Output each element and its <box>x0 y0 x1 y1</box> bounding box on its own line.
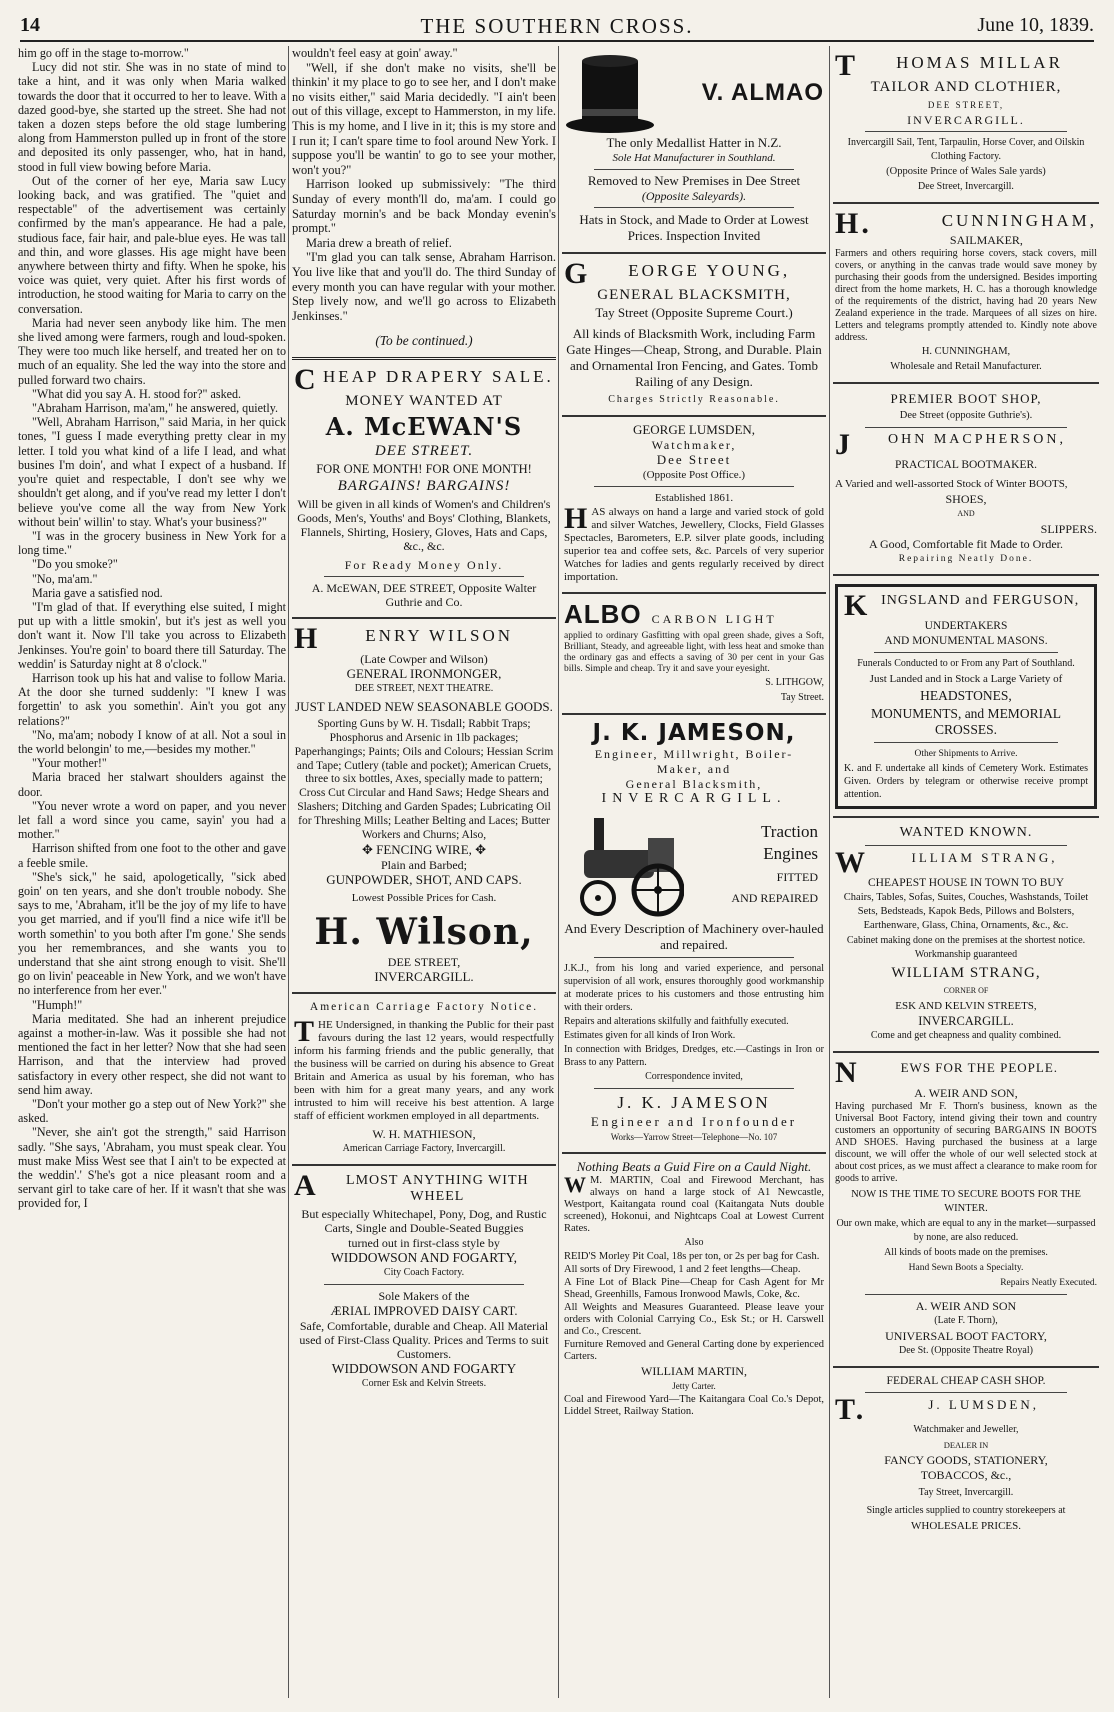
ad-body: applied to ordinary Gasfitting with opal green shade, gives a Soft, Brilliant, Steady, and agreeable light, with less heat and smoke than the ordinary gas and effects a saving of 30 per cent in your Gas bills. Simple and cheap. Try it and save your eyesight. <box>564 631 824 674</box>
ad-line: GENERAL BLACKSMITH, <box>597 287 791 303</box>
ad-line: ÆRIAL IMPROVED DAISY CART. <box>330 1304 518 1319</box>
ad-line: Other Shipments to Arrive. <box>914 749 1018 759</box>
story-paragraph: Maria drew a breath of relief. <box>306 235 452 250</box>
ad-line: PREMIER BOOT SHOP, <box>890 391 1042 406</box>
ad-name: J. K. JAMESON, <box>592 720 796 746</box>
ad-line: SAILMAKER, <box>949 233 1023 247</box>
ad-line: ✥ FENCING WIRE, ✥ <box>361 842 487 858</box>
story-paragraph: "Your mother!" <box>32 756 107 771</box>
ad-body: J.K.J., from his long and varied experience, and personal supervision of all work, ensures thoroughly good workmanship at moderate prices to his customers and those entrusting him with their orders. <box>564 963 824 1013</box>
ad-body: HE Undersigned, in thanking the Public for their past favours during the last 12 years, would respectfully inform his farming friends and the public generally, that the business will be carried on during his absence to Great Britain and America as usual by his foreman, who has been with him for a great many years, and any work intrusted to him will receive his best attention. A large staff of efficient workmen employed in all departments. <box>294 1019 554 1123</box>
ad-line: Engineer and Ironfounder <box>590 1114 798 1129</box>
ad-name: WIDDOWSON AND FOGARTY <box>331 1361 517 1377</box>
story-paragraph: "No, ma'am; nobody I know of at all. Not a soul in the world belongin' to me,—besides my mother." <box>18 727 286 756</box>
ad-line: INVERCARGILL. <box>601 791 787 806</box>
ad-line: DEE STREET, <box>387 955 461 970</box>
top-hat-icon <box>564 51 656 135</box>
ad-line: FOR ONE MONTH! FOR ONE MONTH! <box>316 462 532 477</box>
ad-line: Watchmaker, <box>651 438 737 452</box>
story-paragraph: "I was in the grocery business in New York for a long time." <box>18 528 286 558</box>
ad-name: V. ALMAO <box>701 79 824 106</box>
ad-line: Traction <box>761 822 818 841</box>
ad-line: Jetty Carter. <box>672 1381 716 1391</box>
ad-line: Dee Street (opposite Guthrie's). <box>899 410 1033 421</box>
ad-name: A. WEIR AND SON, <box>914 1086 1018 1100</box>
ad-widdowson <box>292 1166 556 1399</box>
ad-line: CORNER OF <box>943 986 989 995</box>
story-paragraph: Harrison shifted from one foot to the other and gave a feeble smile. <box>18 841 286 870</box>
ad-line: Plain and Barbed; <box>381 858 467 873</box>
story-paragraph: "Never, she ain't got the strength," said Harrison sadly. "She says, 'Abraham, you must speak clear. You must make Miss West see that I ain't to be expected at the weddin'.' S'he's got a nice pleasant room and a servant girl to take care of her. If it wasn't that she was provided for, I <box>18 1125 286 1211</box>
column-rule <box>558 46 559 1698</box>
story-paragraph: Maria had never seen anybody like him. The men she lived among were farmers, rough and loud-spoken. They were too much like herself, and treated her on to much of an equality. She led the way into the store and pulled forward two chairs. <box>18 315 286 387</box>
drop-cap: W <box>835 846 868 879</box>
ad-line: Single articles supplied to country storekeepers at <box>866 1505 1066 1516</box>
ad-line: Dee Street <box>656 452 732 467</box>
ad-body: All kinds of boots made on the premises. <box>884 1247 1048 1258</box>
ad-jameson <box>562 715 826 1154</box>
ad-line: Hand Sewn Boots a Specialty. <box>908 1263 1024 1273</box>
ad-body: Coal and Firewood Yard—The Kaitangara Coal Co.'s Depot, Liddel Street, Railway Station. <box>564 1394 824 1417</box>
ad-heading: CUNNINGHAM, <box>941 211 1097 230</box>
ad-line: CHEAPEST HOUSE IN TOWN TO BUY <box>867 877 1065 889</box>
story-paragraph: him go off in the stage to-morrow." <box>18 46 189 60</box>
ad-heading: American Carriage Factory Notice. <box>309 1001 539 1014</box>
ad-line: Tay Street. <box>780 692 824 703</box>
ad-line: Funerals Conducted to or From any Part of Southland. <box>857 658 1075 669</box>
drop-cap: C <box>294 363 319 397</box>
ad-body: A Varied and well-assorted Stock of Winter BOOTS, <box>835 478 1068 490</box>
ad-body: Correspondence invited, <box>645 1071 743 1082</box>
story-paragraph: "What did you say A. H. stood for?" asked. <box>32 386 242 401</box>
ad-line: SHOES, <box>945 492 987 506</box>
story-paragraph: Harrison took up his hat and valise to follow Maria. At the door she turned suddenly: "I knew I was forgettin' to ask you somethin'. Ain't you got any relations?" <box>18 670 286 728</box>
ad-name: H. Wilson, <box>314 911 534 954</box>
issue-date: June 10, 1839. <box>977 14 1094 36</box>
ad-signature: A. McEWAN, DEE STREET, Opposite Walter Guthrie and Co. <box>311 581 537 610</box>
ad-william-strang <box>833 818 1099 1053</box>
ad-line: UNDERTAKERS <box>924 620 1008 632</box>
ad-body: Invercargill Sail, Tent, Tarpaulin, Horse Cover, and Oilskin Clothing Factory. <box>847 137 1085 162</box>
ornament-icon: ✥ <box>361 842 377 858</box>
ad-body: M. MARTIN, Coal and Firewood Merchant, has always on hand a large stock of A1 Newcastle, Westport, Kaitangata round coal (Kaitangata Nuts double screened), Hokonui, and Nightcaps Coal at Lowest Current Rates. <box>564 1175 824 1234</box>
ad-line: Engineer, Millwright, Boiler- <box>594 747 794 761</box>
ad-line: Works—Yarrow Street—Telephone—No. 107 <box>610 1132 778 1142</box>
ad-line: PRACTICAL BOOTMAKER. <box>894 459 1038 471</box>
story-paragraph: wouldn't feel easy at goin' away." <box>292 46 458 60</box>
ad-line: WHOLESALE PRICES. <box>911 1520 1021 1532</box>
ad-george-lumsden <box>562 417 826 594</box>
ad-line: For Ready Money Only. <box>344 558 504 573</box>
story-paragraph: "No, ma'am." <box>32 571 98 586</box>
ad-tag: CARBON LIGHT <box>651 612 777 626</box>
ornament-icon: ✥ <box>471 842 487 858</box>
ad-line: Repairing Neatly Done. <box>898 554 1034 564</box>
ad-line: AND MONUMENTAL MASONS. <box>884 635 1048 647</box>
story-paragraph: Lucy did not stir. She was in no state of mind to take a hint, and it was only when Maria walked towards the door that it occurred to her to leave. With a dazed good-bye, she started up the street. She had not taken a dozen steps before the old stage lumbering along from Hammerston pulled up in front of the store and deposited its only passenger, who, hat in hand, stood in full view bowing before Maria. <box>18 60 286 174</box>
ad-heading: ENRY WILSON <box>365 626 514 646</box>
ad-body: K. and F. undertake all kinds of Cemetery Work. Estimates Given. Orders by telegram or otherwise receive prompt attention. <box>844 763 1088 800</box>
ad-line: DEE STREET, NEXT THEATRE. <box>354 683 494 695</box>
column-three <box>562 46 826 1698</box>
ad-weir <box>833 1053 1099 1368</box>
ad-line: Removed to New Premises in Dee Street <box>587 173 801 188</box>
ad-line: Engines <box>763 844 818 863</box>
ad-line: General Blacksmith, <box>625 777 763 791</box>
ad-line: MONEY WANTED AT <box>345 393 503 410</box>
ad-heading: INGSLAND and FERGUSON, <box>881 593 1080 608</box>
story-paragraph: Harrison looked up submissively: "The third Sunday of every month'll do, ma'am. I could go Saturday mornin's and be back Monday evenin's prompt." <box>292 177 556 236</box>
drop-cap: H. <box>835 207 872 240</box>
ad-body: In connection with Bridges, Dredges, etc.—Castings in Iron or Brass to any Pattern. <box>564 1044 824 1068</box>
ad-line: (Opposite Saleyards). <box>641 189 747 203</box>
ad-body: All Weights and Measures Guaranteed. Please leave your orders with Colonial Carrying Co., Esk St.; or H. Carswell and Co., Crescent. <box>564 1302 824 1337</box>
drop-cap: H <box>564 502 588 535</box>
ad-signature: S. LITHGOW, <box>765 677 824 688</box>
ad-body: All kinds of Blacksmith Work, including Farm Gate Hinges—Cheap, Strong, and Durable. Plain and Ornamental Iron Fencing, and Gates. Tomb Railing of any Design. <box>566 326 822 389</box>
ad-body: All sorts of Dry Firewood, 1 and 2 feet lengths—Cheap. <box>564 1264 801 1275</box>
column-rule <box>288 46 289 1698</box>
ad-line: A Good, Comfortable fit Made to Order. <box>869 537 1063 551</box>
ad-line: DEALER IN <box>943 1440 989 1450</box>
ad-body: Chairs, Tables, Sofas, Suites, Couches, Washstands, Toilet Sets, Bedsteads, Kapok Beds, Pillows and Bolsters, Earthenware, Glass, China, Ornaments, &c., &c. <box>843 892 1089 931</box>
story-paragraph: "Don't your mother go a step out of New York?" she asked. <box>18 1097 286 1126</box>
ad-line: And Every Description of Machinery over-hauled and repaired. <box>564 921 824 952</box>
ad-body: Having purchased Mr F. Thorn's business, known as the Universal Boot Factory, intend giving their town and country customers an opportunity of securing BARGAINS IN BOOTS AND SHOES. Having purchased the business at a large discount, we will offer the whole of our well selected stock at about cost prices, as we must affect a clearance to make room for goods to arrive. <box>835 1101 1097 1184</box>
drop-cap: A <box>294 1169 317 1203</box>
ad-line: DEE STREET, <box>927 100 1005 110</box>
ad-line: Wholesale and Retail Manufacturer. <box>890 361 1042 372</box>
story-paragraph: "Humph!" <box>32 997 83 1012</box>
ad-body: Sporting Guns by W. H. Tisdall; Rabbit Traps; Phosphorus and Arsenic in 1lb packages; Paperhangings; Paints; Oils and Colours; Hessian Scrim and Tape; Cutlery (table and pocket); American Cruets, three to six bottles, Axes, specially made to pattern; Cross Cut Circular and Hand Saws; Hedge Shears and Slashers; Ditching and Garden Spades; Lubricating Oil for Threshing Mills; Leather Belting and Laces; Butter Workers and Churns; Also, <box>294 718 554 841</box>
ad-cunningham <box>833 204 1099 384</box>
ad-name: J. K. JAMESON <box>617 1093 771 1112</box>
ad-line: Come and get cheapness and quality combined. <box>870 1030 1062 1041</box>
ad-line: (Late Cowper and Wilson) <box>360 652 488 667</box>
ad-heading: EWS FOR THE PEOPLE. <box>900 1060 1059 1075</box>
ad-heading: HOMAS MILLAR <box>896 53 1063 72</box>
ad-street: DEE STREET. <box>374 443 474 460</box>
ad-line: FANCY GOODS, STATIONERY, <box>884 1453 1048 1467</box>
ad-body: A Fine Lot of Black Pine—Cheap for Cash Agent for Mr Shead, Greenhills, Famous Ironwood Mawls, Coke, &c. <box>564 1277 824 1300</box>
ad-carriage-factory <box>292 994 556 1166</box>
ad-body: Farmers and others requiring horse covers, stack covers, mill covers, or anything in the canvas trade would save money by purchasing their goods from the undersigned. Besides importing direct from the home markets, H. C. has a thorough knowledge of the requirements of the district, having had 20 years New Zealand experience in the trade. Marquees of all sizes on hire. Letters and telegrams promptly attended to. Kindly note above address. <box>835 248 1097 343</box>
ad-almao <box>562 46 826 254</box>
ad-line: NOW IS THE TIME TO SECURE BOOTS FOR THE WINTER. <box>851 1189 1081 1214</box>
ad-body: REID'S Morley Pit Coal, 18s per ton, or 2s per bag for Cash. <box>564 1251 820 1262</box>
ad-line: Dee St. (Opposite Theatre Royal) <box>899 1345 1033 1356</box>
ad-thomas-millar <box>833 46 1099 204</box>
story-paragraph: Maria braced her stalwart shoulders against the door. <box>18 770 286 799</box>
ad-line: AND REPAIRED <box>731 891 818 905</box>
drop-cap: K <box>844 589 869 622</box>
story-paragraph: Out of the corner of her eye, Maria saw Lucy looking back, and was gratified. The "quiet and respectable" of the advertisement was certainly confirmed by the man's appearance. He had a pale, studious face, fair hair, and pale-blue eyes. He was tall and thin, and wore glasses. His age might have been anywhere between thirty and fifty. When he spoke, his voice was quiet, very quiet. After his first words of introduction, he stood waiting for Maria to carry on the conversation. <box>18 173 286 316</box>
ad-line: Tay Street, Invercargill. <box>918 1487 1014 1498</box>
ad-name: WILLIAM STRANG, <box>891 965 1041 981</box>
ad-signature: H. CUNNINGHAM, <box>921 346 1011 357</box>
column-rule <box>829 46 830 1698</box>
ad-line: American Carriage Factory, Invercargill. <box>342 1143 506 1155</box>
ad-name: WIDDOWSON AND FOGARTY, <box>330 1250 518 1266</box>
story-paragraph: "Well, Abraham Harrison," said Maria, in her quick tones, "I guess I made everything pretty clear in my letter. I told you what kind of a life I lead, and what busines I'm doin', and what I expect of a husband. If you're quiet and respectable, I don't see why we shouldn't get along, and if you've read my letter I don't believe you've come all the way from New York without bein' willin' to stay. What's your business?" <box>18 415 286 529</box>
ad-line: TOBACCOS, &c., <box>920 1468 1012 1482</box>
drop-cap: N <box>835 1056 858 1089</box>
paper-title: THE SOUTHERN CROSS. <box>420 14 694 38</box>
ad-heading: EORGE YOUNG, <box>628 261 791 280</box>
ad-kingsland <box>833 576 1099 818</box>
ad-line: Repairs Neatly Executed. <box>1000 1278 1097 1288</box>
ad-signature: A. WEIR AND SON <box>915 1299 1017 1313</box>
ad-body: AS always on hand a large and varied stock of gold and silver Watches, Jewellery, Clocks, Field Glasses Spectacles, Barometers, E.P. silver plate goods, including superior tea and coffee sets, &c. Parcels of very superior Watches for ladies and gents regularly received by direct importation. <box>564 506 824 583</box>
ad-line: Just Landed and in Stock a Large Variety of <box>869 673 1063 685</box>
ad-name: GEORGE LUMSDEN, <box>632 422 756 437</box>
drop-cap: G <box>564 257 591 290</box>
ad-line: Watchmaker and Jeweller, <box>913 1424 1019 1435</box>
ad-line: City Coach Factory. <box>383 1267 465 1279</box>
ad-line: AND <box>957 509 975 518</box>
ad-line: Established 1861. <box>654 492 734 504</box>
ad-body: Repairs and alterations skilfully and faithfully executed. <box>564 1016 789 1027</box>
ad-line: TAILOR AND CLOTHIER, <box>870 79 1062 95</box>
story-paragraph: "I'm glad you can talk sense, Abraham Harrison. You live like that and you'll do. The third Sunday of every month you can have regular with your mother. Step lively now, and we'll go across to Elizabeth Jenkinses." <box>292 250 556 323</box>
ad-heading: FEDERAL CHEAP CASH SHOP. <box>886 1375 1046 1387</box>
ad-line: BARGAINS! BARGAINS! <box>337 478 511 495</box>
story-paragraph: Maria meditated. She had an inherent prejudice against a mother-in-law. Was it possible she had not mentioned the fact in her letter? Now that she had seen Harrison, and that the interview had proved satisfactory in every other respect, she did not want to send him away. <box>18 1011 286 1097</box>
ad-line: SLIPPERS. <box>1040 522 1097 536</box>
page-number: 14 <box>20 14 40 36</box>
ad-line: JUST LANDED NEW SEASONABLE GOODS. <box>295 699 553 715</box>
drop-cap: J <box>835 428 853 461</box>
ad-heading: ILLIAM STRANG, <box>911 850 1058 865</box>
ad-heading: LMOST ANYTHING WITH WHEEL <box>346 1173 529 1205</box>
column-four <box>833 46 1099 1698</box>
ad-line: Tay Street (Opposite Supreme Court.) <box>595 305 793 320</box>
ad-line: INVERCARGILL. <box>907 113 1025 127</box>
story-paragraph: "She's sick," he said, apologetically, "sick abed goin' on ten years, and she don't trouble nobody. She says to me, 'Abraham, it'll be the joy of my life to have you get married, and if you'll find a nice wife it'll be worth somethin' to you both after I'm gone.' She sends you her remembrances, and she wants you to understand that she aint strong enough to visit. She'll go on livin' peaceable in New York, and we won't have no interference from her ever." <box>18 869 286 998</box>
ad-line: FITTED <box>776 870 818 884</box>
ad-mcewan <box>292 360 556 619</box>
ad-body: Furniture Removed and General Carting done by experienced Carters. <box>564 1339 824 1362</box>
drop-cap: T <box>835 49 859 82</box>
ad-george-young <box>562 254 826 417</box>
ad-line: INVERCARGILL. <box>918 1014 1014 1028</box>
ad-line: GENERAL IRONMONGER, <box>346 666 502 682</box>
story-column <box>18 46 286 1698</box>
ad-line: Dee Street, Invercargill. <box>918 181 1014 192</box>
story-paragraph: "I'm glad of that. If everything else suited, I might put up with a little smokin', but it's jest as well you don't want it. Now I'll take you across to Elizabeth Jenkinses. You're goin' to board there till Saturday. The weddin' is Saturday night at 8 o'clock." <box>18 599 286 671</box>
ad-line: Also <box>684 1237 704 1248</box>
ad-body: Hats in Stock, and Made to Order at Lowest Prices. Inspection Invited <box>579 212 809 243</box>
story-paragraph: "Well, if she don't make no visits, she'll be thinkin' it my place to go to see her, and I don't make no visits either," said Maria decidedly. "I ain't been out of this village, except to Hammerston, in my life. This is my home, and I live in it; this is my store and I run it; I can't spare time to fool around New York. I suppose you'll be wantin' to go to see your mother, won't you?" <box>292 60 556 177</box>
ad-macpherson <box>833 384 1099 576</box>
story-body <box>18 46 286 1211</box>
story-paragraph: "Abraham Harrison, ma'am," he answered, quietly. <box>32 401 279 416</box>
ad-body: Cabinet making done on the premises at the shortest notice. Workmanship guaranteed <box>846 935 1086 960</box>
ad-line: Corner Esk and Kelvin Streets. <box>361 1378 487 1390</box>
ad-line: (Opposite Prince of Wales Sale yards) <box>886 166 1046 177</box>
story-continuation <box>292 46 556 323</box>
ad-line: HEADSTONES, <box>920 688 1012 703</box>
ad-signature: WILLIAM MARTIN, <box>641 1364 747 1378</box>
ad-name: ALBO <box>564 599 642 629</box>
ad-body: Our own make, which are equal to any in the market—surpassed by none, are also reduced. <box>836 1218 1096 1243</box>
ad-body: Safe, Comfortable, durable and Cheap. All Material used of First-Class Quality. Prices and Terms to suit Customers. <box>299 1319 549 1362</box>
traction-engine-icon <box>564 810 684 920</box>
ad-line: The only Medallist Hatter in N.Z. <box>606 135 782 150</box>
ad-henry-wilson <box>292 619 556 994</box>
ad-heading: WANTED KNOWN. <box>899 825 1033 840</box>
ad-heading: OHN MACPHERSON, <box>887 432 1067 447</box>
ad-william-martin <box>562 1154 826 1426</box>
ad-line: (Late F. Thorn), <box>934 1315 998 1326</box>
ad-heading: Nothing Beats a Guid Fire on a Cauld Night. <box>576 1159 812 1174</box>
ad-line: GUNPOWDER, SHOT, AND CAPS. <box>326 872 522 888</box>
ad-heading: J. LUMSDEN, <box>928 1397 1039 1412</box>
drop-cap: T. <box>835 1393 867 1426</box>
ad-line: Lowest Possible Prices for Cash. <box>351 892 497 905</box>
ad-line: Sole Makers of the <box>378 1289 470 1304</box>
drop-cap: W <box>564 1172 586 1197</box>
ad-name: A. McEWAN'S <box>325 412 523 442</box>
ad-body: Will be given in all kinds of Women's and Children's Goods, Men's, Youths' and Boys' Clothing, Blankets, Flannels, Shirting, Hosiery, Gloves, Hats and Caps, &c., &c. <box>297 497 551 554</box>
ad-line: INVERCARGILL. <box>374 969 474 985</box>
ad-line: Sole Hat Manufacturer in Southland. <box>612 152 776 164</box>
ad-federal-cash-shop <box>833 1368 1099 1541</box>
ad-line: ESK AND KELVIN STREETS, <box>895 1000 1037 1012</box>
ad-body: Estimates given for all kinds of Iron Work. <box>564 1030 736 1041</box>
ad-line: But especially Whitechapel, Pony, Dog, and Rustic Carts, Single and Double-Seated Buggies <box>301 1207 547 1236</box>
continued-note: (To be continued.) <box>375 333 473 349</box>
ad-signature: W. H. MATHIESON, <box>372 1127 476 1142</box>
drop-cap: T <box>294 1015 315 1049</box>
ad-line: Maker, and <box>656 762 732 776</box>
story-paragraph: "Do you smoke?" <box>32 557 118 572</box>
ad-line: turned out in first-class style by <box>348 1236 500 1251</box>
story-paragraph: "You never wrote a word on paper, and you never let fall a word since you came, sayin' you had a mother." <box>18 798 286 842</box>
ad-heading: HEAP DRAPERY SALE. <box>322 367 554 387</box>
masthead <box>20 14 1094 42</box>
ad-albo <box>562 594 826 715</box>
ad-line: (Opposite Post Office.) <box>642 469 746 481</box>
ad-line: UNIVERSAL BOOT FACTORY, <box>885 1329 1047 1343</box>
ad-line: MONUMENTS, and MEMORIAL CROSSES. <box>870 706 1062 737</box>
column-two <box>292 46 556 1698</box>
story-paragraph: Maria gave a satisfied nod. <box>32 585 163 600</box>
ad-line: Charges Strictly Reasonable. <box>608 394 780 405</box>
drop-cap: H <box>294 622 321 656</box>
